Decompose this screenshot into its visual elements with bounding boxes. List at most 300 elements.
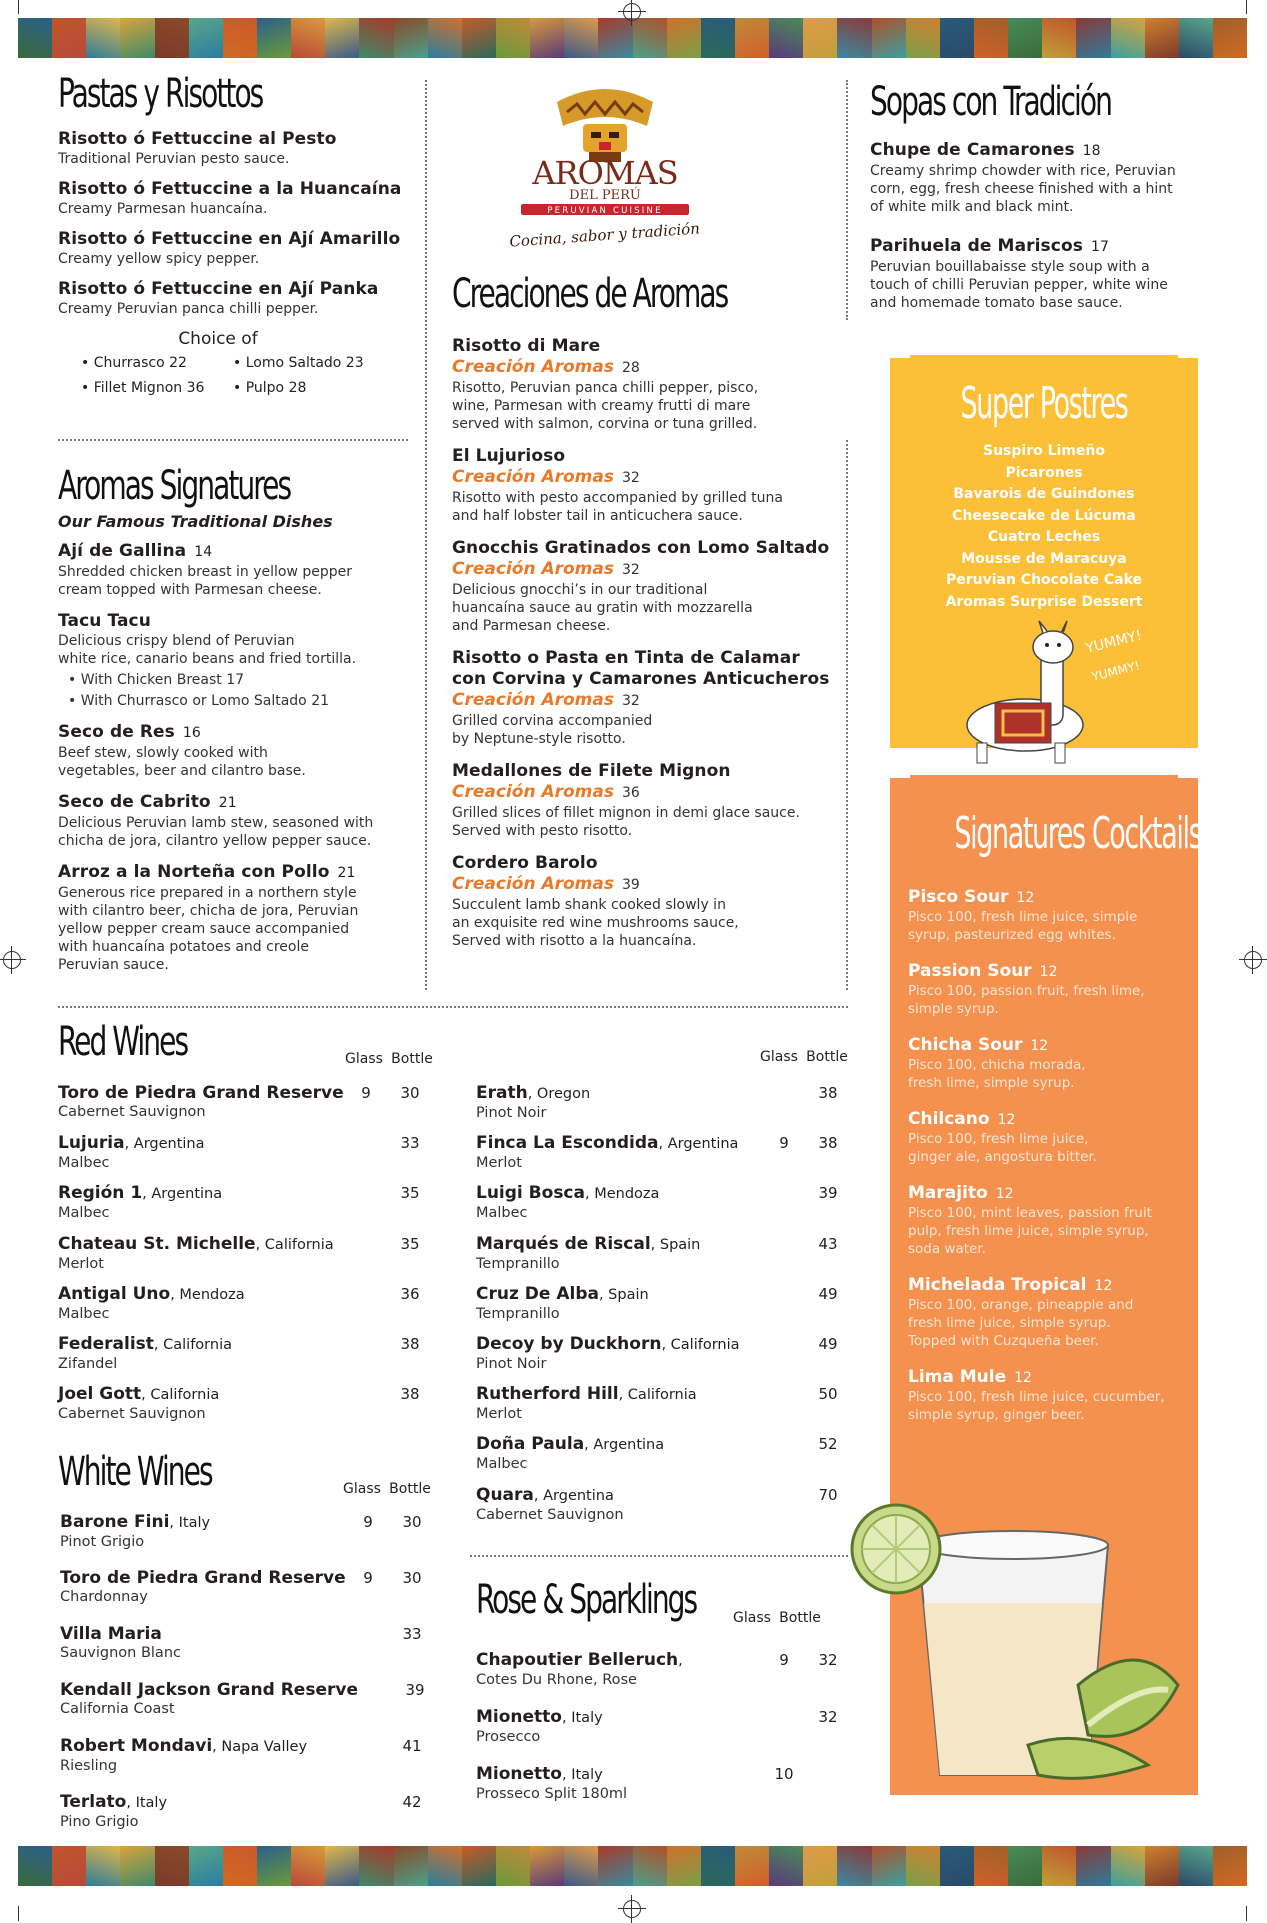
band-tile <box>1145 1846 1179 1886</box>
wine-info <box>58 1284 344 1323</box>
choice-item: • Fillet Mignon 36 <box>81 380 205 396</box>
wine-bottle-price: 49 <box>818 1334 838 1353</box>
wine-name <box>60 1736 346 1757</box>
wine-name <box>60 1680 358 1700</box>
crop-mark <box>1246 1906 1247 1921</box>
wine-grape: Prosecco <box>476 1729 541 1745</box>
cocktail-price: 12 <box>1016 890 1035 906</box>
wine-name <box>60 1512 346 1533</box>
cocktail-name <box>908 1183 1198 1204</box>
wine-name <box>58 1083 344 1103</box>
item-price: 21 <box>337 865 356 881</box>
postres-section <box>890 378 1198 613</box>
dessert-item: Cheesecake de Lúcuma <box>952 507 1136 524</box>
section-heading: Pastas y Risottos <box>58 71 263 117</box>
wine-grape: Malbec <box>476 1205 528 1222</box>
wine-row <box>58 1284 432 1334</box>
wine-bottle-price: 38 <box>400 1385 420 1404</box>
band-tile <box>1076 18 1110 58</box>
band-tile <box>633 1846 667 1886</box>
wine-bottle-price: 50 <box>818 1385 838 1404</box>
glass-header: Glass <box>733 1610 771 1626</box>
rose-list <box>476 1650 850 1821</box>
item-title: Risotto ó Fettuccine en Ají Panka <box>58 279 379 299</box>
menu-item <box>452 853 847 950</box>
wine-region: , Mendoza <box>584 1186 660 1203</box>
band-tile <box>86 1846 120 1886</box>
item-title <box>870 140 1210 162</box>
wine-label: Finca La Escondida <box>476 1133 659 1154</box>
item-title: Medallones de Filete Mignon <box>452 761 731 781</box>
wine-info <box>476 1650 762 1689</box>
item-description: Beef stew, slowly cooked with vegetables, beer and cilantro base. <box>58 745 306 779</box>
item-price: 21 <box>218 795 237 811</box>
wine-label: Toro de Piedra Grand Reserve <box>58 1083 344 1103</box>
item-name: Ají de Gallina <box>58 541 187 561</box>
wine-label: Decoy by Duckhorn <box>476 1333 662 1354</box>
postres-panel-tab <box>910 355 1178 367</box>
wine-grape: Cabernet Sauvignon <box>58 1406 206 1423</box>
wine-grape: Prosseco Split 180ml <box>476 1786 628 1802</box>
wine-bottle-price: 35 <box>400 1234 420 1253</box>
wine-grape: Sauvignon Blanc <box>60 1645 181 1661</box>
wine-bottle-price: 39 <box>818 1184 838 1203</box>
wine-info <box>60 1568 346 1606</box>
band-tile <box>1076 1846 1110 1886</box>
wine-label: Mionetto <box>476 1764 562 1784</box>
registration-mark-icon <box>623 1900 641 1918</box>
cocktail-price: 12 <box>997 1112 1016 1128</box>
dessert-item: Peruvian Chocolate Cake <box>945 572 1143 588</box>
svg-text:AROMAS: AROMAS <box>532 154 678 192</box>
wine-label: Doña Paula <box>476 1434 585 1455</box>
band-tile <box>189 1846 223 1886</box>
cocktail-description: Pisco 100, orange, pineapple and fresh lime juice, simple syrup. Topped with Cuzqueña beer. <box>908 1297 1134 1349</box>
creacion-label <box>452 690 847 712</box>
wine-bottle-price: 32 <box>818 1651 838 1669</box>
band-tile <box>701 1846 735 1886</box>
item-price: 14 <box>194 544 213 560</box>
wine-info <box>60 1680 358 1718</box>
item-title: Cordero Barolo <box>452 853 598 873</box>
item-price: 39 <box>622 877 640 893</box>
wine-name <box>476 1384 762 1405</box>
wine-grape: Cotes Du Rhone, Rose <box>476 1672 637 1688</box>
item-title: Risotto di Mare <box>452 336 601 356</box>
wine-region: , Italy <box>562 1767 603 1783</box>
band-tile <box>906 18 940 58</box>
choice-grid <box>58 355 418 396</box>
item-title <box>58 862 418 884</box>
item-price: 16 <box>182 725 201 741</box>
svg-text:YUMMY!: YUMMY! <box>1090 658 1142 684</box>
bottle-header: Bottle <box>779 1610 821 1626</box>
wine-info <box>476 1334 762 1373</box>
band-tile <box>530 18 564 58</box>
bottom-color-band <box>18 1846 1247 1886</box>
item-description: Creamy Parmesan huancaína. <box>58 201 268 217</box>
band-tile <box>18 18 52 58</box>
creacion-label-text: Creación Aromas <box>452 467 614 487</box>
wine-name <box>58 1284 344 1305</box>
crop-mark <box>18 1906 19 1921</box>
wine-label: Quara <box>476 1484 534 1505</box>
wine-bottle-price: 30 <box>402 1513 422 1531</box>
wine-label: Federalist <box>58 1333 154 1354</box>
wine-region: , Italy <box>562 1710 603 1726</box>
wine-label: Región 1 <box>58 1183 143 1204</box>
wine-name <box>58 1133 344 1154</box>
wine-region: , California <box>618 1387 697 1404</box>
dessert-item: Cuatro Leches <box>987 529 1101 545</box>
item-description: Risotto, Peruvian panca chilli pepper, pisco, wine, Parmesan with creamy frutti di mare served with salmon, corvina or tuna grilled. <box>452 380 759 432</box>
cocktail-title: Lima Mule <box>908 1367 1007 1387</box>
wine-name <box>476 1485 762 1506</box>
band-tile <box>52 18 86 58</box>
wine-name <box>476 1133 762 1154</box>
item-price: 32 <box>622 693 640 709</box>
wine-region: , California <box>153 1336 232 1353</box>
wine-bottle-price: 42 <box>402 1793 422 1811</box>
wine-region: , Italy <box>126 1795 168 1811</box>
cocktail-item <box>908 961 1198 1018</box>
band-tile <box>52 1846 86 1886</box>
crop-mark <box>1246 0 1247 14</box>
section-subtitle: Our Famous Traditional Dishes <box>58 512 333 531</box>
top-color-band <box>18 18 1247 58</box>
item-name: Parihuela de Mariscos <box>870 236 1083 256</box>
item-description: Shredded chicken breast in yellow pepper cream topped with Parmesan cheese. <box>58 564 353 598</box>
band-tile <box>1042 1846 1076 1886</box>
wine-grape: Cabernet Sauvignon <box>58 1104 206 1120</box>
wine-bottle-price: 30 <box>402 1569 422 1587</box>
item-title: Risotto ó Fettuccine en Ají Amarillo <box>58 229 401 249</box>
section-divider <box>58 1006 848 1008</box>
signatures-section <box>58 463 418 986</box>
wine-row <box>58 1083 432 1133</box>
cocktail-title: Chicha Sour <box>908 1035 1023 1055</box>
item-description: Delicious crispy blend of Peruvian white rice, canario beans and fried tortilla. <box>58 633 357 667</box>
band-tile <box>223 1846 257 1886</box>
band-tile <box>359 18 393 58</box>
menu-item <box>870 140 1210 216</box>
wine-row <box>476 1133 850 1183</box>
cocktail-description: Pisco 100, chicha morada, fresh lime, simple syrup. <box>908 1057 1086 1091</box>
wine-row <box>476 1650 850 1707</box>
wine-row <box>60 1512 434 1568</box>
creacion-label <box>452 357 847 379</box>
band-tile <box>940 18 974 58</box>
band-tile <box>906 1846 940 1886</box>
wine-row <box>58 1183 432 1233</box>
band-tile <box>394 18 428 58</box>
wine-bottle-price: 38 <box>818 1134 838 1153</box>
item-name: Arroz a la Norteña con Pollo <box>58 862 330 882</box>
item-title <box>58 611 418 632</box>
menu-item <box>58 279 418 318</box>
llama-icon <box>955 625 1144 765</box>
wine-name <box>476 1707 762 1728</box>
white-wines-column-header <box>338 1481 434 1497</box>
item-title: Risotto o Pasta en Tinta de Calamar con Corvina y Camarones Anticucheros <box>452 648 830 689</box>
wine-info <box>60 1792 346 1831</box>
creaciones-section <box>452 271 847 963</box>
section-divider <box>58 439 408 441</box>
dessert-item: Mousse de Maracuya <box>961 550 1127 567</box>
section-heading: Signatures Cocktails <box>954 808 1202 859</box>
band-tile <box>359 1846 393 1886</box>
wine-bottle-price: 49 <box>818 1284 838 1303</box>
wine-region: , Argentina <box>533 1487 614 1504</box>
menu-item <box>452 446 847 525</box>
red-wines-column-header-right <box>755 1049 851 1065</box>
wine-info <box>476 1133 762 1172</box>
wine-region: , Argentina <box>658 1136 739 1153</box>
wine-grape: Pinot Noir <box>476 1355 547 1372</box>
wine-grape: California Coast <box>60 1701 175 1717</box>
wine-bottle-price: 52 <box>818 1435 838 1454</box>
wine-label: Rutherford Hill <box>476 1384 619 1405</box>
dessert-item: Suspiro Limeño <box>983 443 1105 459</box>
svg-text:PERUVIAN CUISINE: PERUVIAN CUISINE <box>547 206 663 216</box>
dessert-item: Picarones <box>1005 464 1083 481</box>
choice-item: • Churrasco 22 <box>81 355 187 371</box>
item-price: 28 <box>622 360 640 376</box>
wine-label: Cruz De Alba <box>476 1283 599 1304</box>
band-tile <box>394 1846 428 1886</box>
wine-info <box>476 1764 762 1803</box>
registration-mark-icon <box>1244 951 1262 969</box>
wine-region: , California <box>255 1236 334 1253</box>
band-tile <box>428 18 462 58</box>
wine-info <box>476 1384 762 1423</box>
cocktail-title: Michelada Tropical <box>908 1275 1087 1295</box>
pastas-section <box>58 71 418 396</box>
red-wines-list-right <box>476 1083 850 1535</box>
wine-info <box>58 1133 344 1172</box>
wine-name <box>476 1650 762 1671</box>
logo <box>505 80 705 260</box>
band-tile <box>803 1846 837 1886</box>
section-heading: Super Postres <box>960 378 1128 429</box>
item-description: Creamy Peruvian panca chilli pepper. <box>58 301 319 317</box>
wine-region: , Argentina <box>584 1437 665 1454</box>
dessert-item: Bavarois de Guindones <box>953 486 1135 502</box>
band-tile <box>291 18 325 58</box>
item-name: Seco de Res <box>58 722 175 742</box>
band-tile <box>667 1846 701 1886</box>
wine-name <box>476 1183 762 1204</box>
wine-grape: Pino Grigio <box>60 1814 139 1830</box>
wine-grape: Malbec <box>58 1205 110 1222</box>
red-wines-list-left <box>58 1083 432 1434</box>
creacion-label-text: Creación Aromas <box>452 357 614 377</box>
registration-mark-icon <box>3 951 21 969</box>
section-heading: Aromas Signatures <box>58 463 291 509</box>
creacion-label <box>452 874 847 896</box>
wine-glass-price: 9 <box>363 1569 373 1587</box>
wine-name <box>58 1234 344 1255</box>
cocktail-title: Chilcano <box>908 1109 990 1129</box>
wine-label: Lujuria <box>58 1133 125 1154</box>
wine-region: , Oregon <box>527 1086 591 1102</box>
band-tile <box>462 1846 496 1886</box>
bottle-header: Bottle <box>389 1481 431 1497</box>
band-tile <box>496 18 530 58</box>
band-tile <box>1213 1846 1247 1886</box>
wine-region: , Argentina <box>124 1136 205 1153</box>
section-heading: Red Wines <box>58 1019 188 1065</box>
item-price: 17 <box>1090 239 1109 255</box>
cocktails-section <box>908 808 1202 1441</box>
cocktail-price: 12 <box>995 1186 1014 1202</box>
cocktail-name <box>908 887 1198 908</box>
band-tile <box>462 18 496 58</box>
cocktail-price: 12 <box>1094 1278 1113 1294</box>
cocktail-item <box>908 1109 1198 1166</box>
wine-row <box>476 1485 850 1535</box>
svg-text:YUMMY!: YUMMY! <box>1084 627 1144 657</box>
band-tile <box>291 1846 325 1886</box>
wine-glass-price: 9 <box>363 1513 373 1531</box>
cocktail-title: Passion Sour <box>908 961 1032 981</box>
wine-region: , California <box>141 1387 220 1404</box>
wine-bottle-price: 33 <box>400 1134 420 1153</box>
dessert-item: Aromas Surprise Dessert <box>945 593 1143 610</box>
wine-label: Antigal Uno <box>58 1283 171 1304</box>
wine-grape: Tempranillo <box>476 1255 560 1272</box>
wine-row <box>58 1334 432 1384</box>
wine-grape: Pinot Grigio <box>60 1534 145 1550</box>
wine-grape: Merlot <box>58 1255 104 1272</box>
cocktail-item <box>908 1367 1198 1424</box>
wine-row <box>476 1707 850 1764</box>
wine-bottle-price: 33 <box>402 1625 422 1643</box>
wine-bottle-price: 41 <box>402 1737 422 1755</box>
wine-label: Erath <box>476 1083 528 1103</box>
wine-info <box>476 1434 762 1473</box>
menu-item <box>58 129 418 168</box>
wine-info <box>58 1183 344 1222</box>
wine-name <box>60 1568 346 1588</box>
band-tile <box>837 18 871 58</box>
wine-row <box>58 1234 432 1284</box>
wine-row <box>58 1384 432 1434</box>
wine-row <box>476 1384 850 1434</box>
cocktail-glass-icon <box>848 1485 1193 1790</box>
band-tile <box>189 18 223 58</box>
band-tile <box>155 1846 189 1886</box>
wine-label: Toro de Piedra Grand Reserve <box>60 1568 346 1588</box>
wine-row <box>476 1434 850 1484</box>
band-tile <box>1042 18 1076 58</box>
band-tile <box>735 1846 769 1886</box>
wine-label: Mionetto <box>476 1707 562 1727</box>
wine-label: Barone Fini <box>60 1512 170 1532</box>
item-price: 32 <box>622 470 640 486</box>
rose-column-header <box>728 1610 824 1626</box>
cocktail-title: Pisco Sour <box>908 887 1009 907</box>
band-tile <box>86 18 120 58</box>
column-divider <box>425 80 427 990</box>
menu-item <box>452 336 847 433</box>
wine-bottle-price: 43 <box>818 1234 838 1253</box>
cocktail-name <box>908 1109 1198 1130</box>
creacion-label-text: Creación Aromas <box>452 559 614 579</box>
band-tile <box>837 1846 871 1886</box>
cocktail-name <box>908 1275 1198 1296</box>
item-name: Tacu Tacu <box>58 611 151 631</box>
menu-item <box>58 722 418 780</box>
item-title <box>58 792 418 814</box>
band-tile <box>872 18 906 58</box>
item-description: Creamy yellow spicy pepper. <box>58 251 260 267</box>
wine-bottle-price: 35 <box>400 1184 420 1203</box>
wine-name <box>58 1384 344 1405</box>
cocktail-price: 12 <box>1014 1370 1032 1386</box>
band-tile <box>257 1846 291 1886</box>
item-description: Delicious Peruvian lamb stew, seasoned with chicha de jora, cilantro yellow pepper sauce. <box>58 815 374 849</box>
bottle-header: Bottle <box>391 1051 433 1067</box>
wine-info <box>476 1183 762 1222</box>
wine-row <box>60 1736 434 1792</box>
section-heading: Rose & Sparklings <box>476 1577 697 1623</box>
sopas-section <box>870 79 1210 332</box>
band-tile <box>496 1846 530 1886</box>
wine-bottle-price: 32 <box>818 1708 838 1726</box>
wine-info <box>476 1083 762 1122</box>
wine-name <box>476 1083 762 1104</box>
item-name: Chupe de Camarones <box>870 140 1075 160</box>
creacion-label-text: Creación Aromas <box>452 874 614 894</box>
menu-item <box>58 611 418 710</box>
menu-item <box>58 862 418 974</box>
wine-glass-price: 9 <box>779 1651 789 1669</box>
item-option: • With Chicken Breast 17 <box>68 672 245 688</box>
band-tile <box>598 1846 632 1886</box>
wine-label: Kendall Jackson Grand Reserve <box>60 1680 358 1700</box>
section-heading: Sopas con Tradición <box>870 79 1111 125</box>
item-title: El Lujurioso <box>452 446 566 466</box>
wine-region: , Spain <box>598 1286 649 1303</box>
wine-region: , Napa Valley <box>212 1739 308 1755</box>
item-description: Grilled corvina accompanied by Neptune-style risotto. <box>452 713 653 747</box>
wine-info <box>58 1083 344 1121</box>
wine-row <box>60 1624 434 1680</box>
wine-name <box>60 1792 346 1813</box>
wine-name <box>60 1624 346 1644</box>
cocktail-name <box>908 1367 1198 1388</box>
wine-row <box>60 1680 434 1736</box>
wine-name <box>58 1183 344 1204</box>
band-tile <box>564 18 598 58</box>
band-tile <box>803 18 837 58</box>
glass-header: Glass <box>343 1481 381 1497</box>
wine-name <box>476 1764 762 1785</box>
wine-row <box>476 1764 850 1821</box>
band-tile <box>325 1846 359 1886</box>
wine-grape: Malbec <box>58 1155 110 1172</box>
cocktail-title: Marajito <box>908 1183 988 1203</box>
wine-bottle-price: 38 <box>818 1084 838 1102</box>
wine-glass-price: 9 <box>361 1084 371 1102</box>
band-tile <box>1179 1846 1213 1886</box>
aromas-logo-icon <box>505 80 705 260</box>
wine-info <box>58 1234 344 1273</box>
cocktail-description: Pisco 100, fresh lime juice, simple syrup, pasteurized egg whites. <box>908 909 1138 943</box>
wine-name <box>476 1234 762 1255</box>
band-tile <box>974 1846 1008 1886</box>
